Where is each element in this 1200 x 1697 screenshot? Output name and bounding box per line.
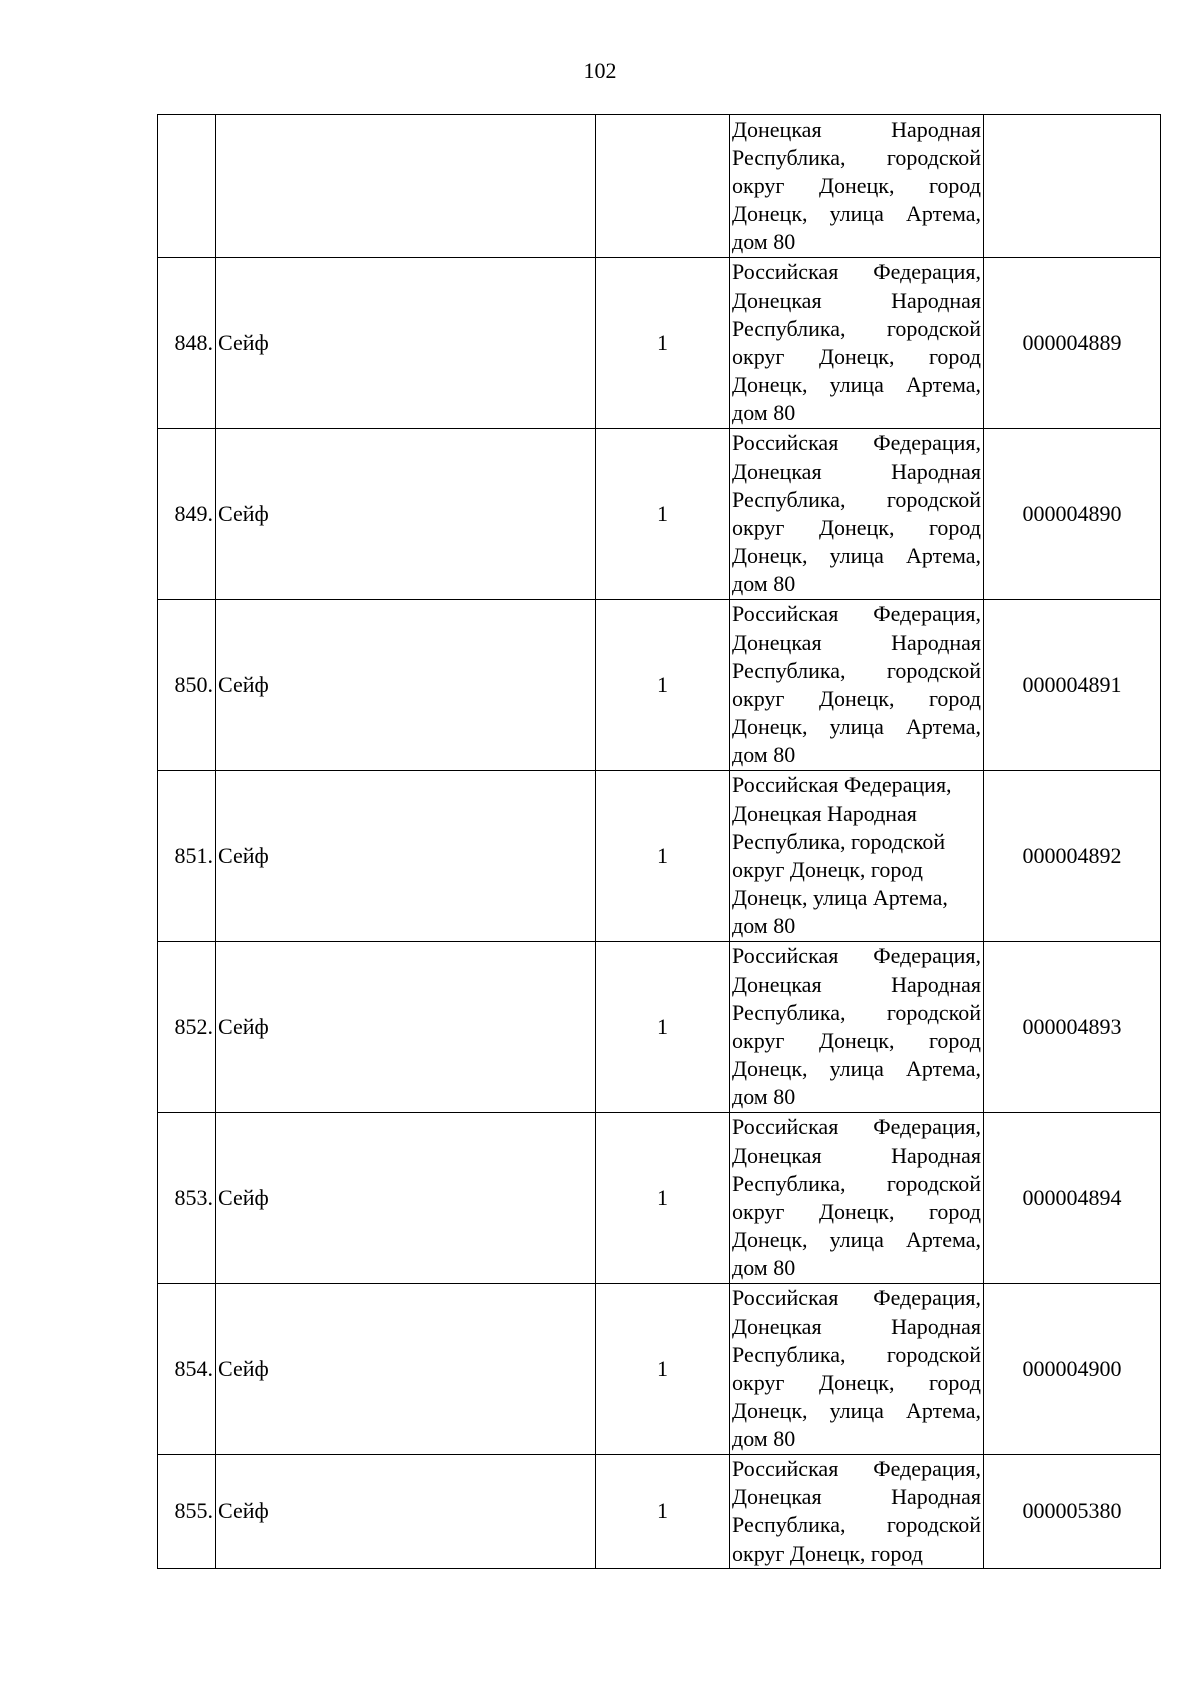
- quantity-cell: [596, 115, 730, 258]
- address-line: дом 80: [732, 1084, 796, 1110]
- address-line: округ Донецк, город: [732, 172, 981, 198]
- address-line: дом 80: [732, 913, 796, 939]
- address-line: дом 80: [732, 229, 796, 255]
- table-row: [158, 942, 1161, 1113]
- address-line: Донецкая Народная: [732, 971, 981, 997]
- address-line: Донецк, улица Артема,: [732, 201, 981, 227]
- item-name-cell: Сейф: [216, 429, 596, 600]
- address-cell: [730, 429, 984, 600]
- item-name-cell: [216, 115, 596, 258]
- address-line: Российская Федерация,: [732, 1114, 981, 1140]
- address-line: дом 80: [732, 571, 796, 597]
- table-row: [158, 1113, 1161, 1284]
- address-line: округ Донецк, город: [732, 515, 981, 540]
- address-line: округ Донецк, город: [732, 1028, 981, 1053]
- address-line: округ Донецк, город: [732, 1370, 981, 1395]
- address-line: Республика, городской: [732, 315, 981, 341]
- address-cell: [730, 1455, 984, 1569]
- address-line: Республика, городской: [732, 999, 981, 1025]
- address-cell: [730, 600, 984, 771]
- address-line: Российская Федерация,: [732, 1285, 981, 1311]
- address-line: Донецкая Народная: [732, 629, 981, 655]
- address-line: Донецк, улица Артема,: [732, 714, 981, 740]
- address-line: Российская Федерация,: [732, 259, 981, 285]
- address-line: Донецкая Народная: [732, 1484, 981, 1510]
- address-line: Донецк, улица Артема,: [732, 1056, 981, 1082]
- address-line: Российская Федерация,: [732, 601, 981, 627]
- table-row: [158, 1455, 1161, 1569]
- item-name-cell: Сейф: [216, 1284, 596, 1455]
- item-name-cell: Сейф: [216, 942, 596, 1113]
- quantity-cell: 1: [596, 258, 730, 429]
- address-line: округ Донецк, город: [732, 344, 981, 369]
- address-line: Донецкая Народная: [732, 116, 981, 142]
- address-line: округ Донецк, город: [732, 686, 981, 711]
- address-line: Республика, городской: [732, 1341, 981, 1367]
- address-line: Республика, городской: [732, 486, 981, 512]
- address-line: Республика, городской: [732, 1512, 981, 1538]
- address-line: Донецк, улица Артема,: [732, 885, 948, 911]
- address-cell: [730, 942, 984, 1113]
- quantity-cell: 1: [596, 1284, 730, 1455]
- item-name-cell: Сейф: [216, 1455, 596, 1569]
- row-number-cell: 852.: [158, 942, 216, 1113]
- inventory-number-cell: 000004893: [984, 942, 1161, 1113]
- address-line: Российская Федерация,: [732, 772, 952, 798]
- table-row: [158, 600, 1161, 771]
- item-name-cell: Сейф: [216, 258, 596, 429]
- inventory-number-cell: 000004894: [984, 1113, 1161, 1284]
- item-name-cell: Сейф: [216, 771, 596, 942]
- table-row: [158, 115, 1161, 258]
- inventory-table: [157, 114, 1161, 1569]
- address-line: округ Донецк, город: [732, 857, 923, 882]
- address-line: Российская Федерация,: [732, 943, 981, 969]
- address-line: Донецк, улица Артема,: [732, 543, 981, 569]
- item-name-cell: Сейф: [216, 1113, 596, 1284]
- inventory-number-cell: 000005380: [984, 1455, 1161, 1569]
- address-line: Республика, городской: [732, 144, 981, 170]
- inventory-number-cell: 000004892: [984, 771, 1161, 942]
- quantity-cell: 1: [596, 429, 730, 600]
- table-row: [158, 771, 1161, 942]
- address-cell: [730, 1113, 984, 1284]
- quantity-cell: 1: [596, 942, 730, 1113]
- row-number-cell: 855.: [158, 1455, 216, 1569]
- inventory-number-cell: 000004891: [984, 600, 1161, 771]
- quantity-cell: 1: [596, 771, 730, 942]
- address-line: Донецкая Народная: [732, 800, 917, 826]
- inventory-table-body: [158, 115, 1161, 1569]
- address-line: дом 80: [732, 742, 796, 768]
- address-line: округ Донецк, город: [732, 1199, 981, 1224]
- table-row: [158, 429, 1161, 600]
- address-line: Донецк, улица Артема,: [732, 1227, 981, 1253]
- table-row: [158, 1284, 1161, 1455]
- address-cell: [730, 258, 984, 429]
- inventory-number-cell: 000004890: [984, 429, 1161, 600]
- inventory-number-cell: 000004889: [984, 258, 1161, 429]
- address-line: Донецкая Народная: [732, 287, 981, 313]
- row-number-cell: 850.: [158, 600, 216, 771]
- row-number-cell: 854.: [158, 1284, 216, 1455]
- address-line: Донецкая Народная: [732, 1142, 981, 1168]
- address-line: округ Донецк, город: [732, 1540, 923, 1566]
- inventory-number-cell: 000004900: [984, 1284, 1161, 1455]
- address-cell: [730, 1284, 984, 1455]
- address-line: Донецк, улица Артема,: [732, 1398, 981, 1424]
- inventory-number-cell: [984, 115, 1161, 258]
- address-line: Российская Федерация,: [732, 1456, 981, 1481]
- quantity-cell: 1: [596, 600, 730, 771]
- row-number-cell: [158, 115, 216, 258]
- address-cell: [730, 115, 984, 258]
- page-number: 102: [583, 58, 617, 83]
- row-number-cell: 849.: [158, 429, 216, 600]
- quantity-cell: 1: [596, 1113, 730, 1284]
- row-number-cell: 848.: [158, 258, 216, 429]
- address-line: Донецкая Народная: [732, 458, 981, 484]
- address-cell: [730, 771, 984, 942]
- address-line: дом 80: [732, 400, 796, 426]
- table-row: [158, 258, 1161, 429]
- address-line: Республика, городской: [732, 657, 981, 683]
- address-line: дом 80: [732, 1426, 796, 1452]
- address-line: дом 80: [732, 1255, 796, 1281]
- row-number-cell: 853.: [158, 1113, 216, 1284]
- address-line: Донецк, улица Артема,: [732, 372, 981, 398]
- address-line: Донецкая Народная: [732, 1313, 981, 1339]
- row-number-cell: 851.: [158, 771, 216, 942]
- address-line: Республика, городской: [732, 1170, 981, 1196]
- address-line: Республика, городской: [732, 828, 946, 854]
- address-line: Российская Федерация,: [732, 430, 981, 456]
- item-name-cell: Сейф: [216, 600, 596, 771]
- quantity-cell: 1: [596, 1455, 730, 1569]
